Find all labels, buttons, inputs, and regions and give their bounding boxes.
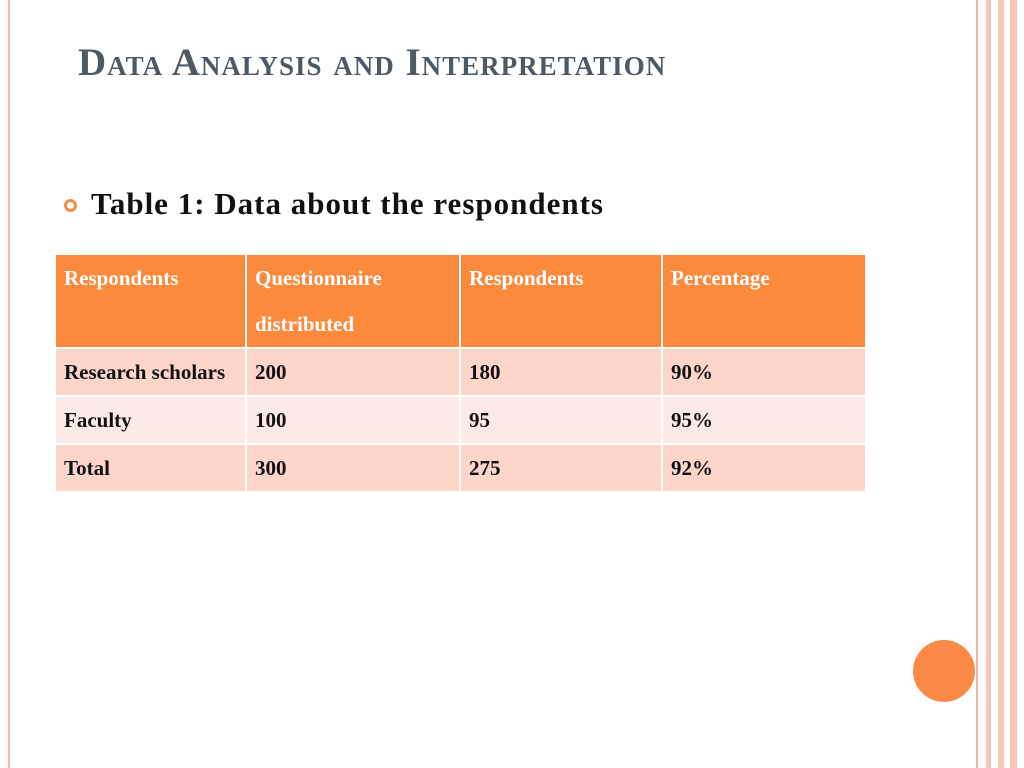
left-border-line — [8, 0, 10, 768]
decorative-circle — [913, 640, 975, 702]
table-cell: 95% — [663, 397, 867, 445]
table-cell: 300 — [247, 445, 461, 493]
stripe — [986, 0, 991, 768]
header-cell: Questionnaire distributed — [247, 255, 461, 349]
table-cell: 275 — [461, 445, 663, 493]
table-row — [56, 349, 867, 397]
table-row — [56, 397, 867, 445]
table-cell: 95 — [461, 397, 663, 445]
bullet-item — [64, 186, 604, 222]
stripe — [976, 0, 978, 768]
table-cell: 200 — [247, 349, 461, 397]
bullet-text: Table 1: Data about the respondents — [91, 186, 604, 221]
table-cell: 92% — [663, 445, 867, 493]
stripe — [998, 0, 1004, 768]
bullet-circle-icon — [64, 199, 77, 212]
table-cell: 100 — [247, 397, 461, 445]
table-row — [56, 445, 867, 493]
respondents-table — [56, 255, 867, 493]
table-cell: 180 — [461, 349, 663, 397]
table-cell: 90% — [663, 349, 867, 397]
header-cell: Percentage — [663, 255, 867, 349]
table-cell: Faculty — [56, 397, 247, 445]
table-header-row — [56, 255, 867, 349]
stripe — [1010, 0, 1017, 768]
right-decorative-stripes — [976, 0, 1024, 768]
header-cell: Respondents — [461, 255, 663, 349]
header-cell: Respondents — [56, 255, 247, 349]
table-cell: Total — [56, 445, 247, 493]
table-cell: Research scholars — [56, 349, 247, 397]
slide-title: Data Analysis and Interpretation — [78, 41, 667, 84]
